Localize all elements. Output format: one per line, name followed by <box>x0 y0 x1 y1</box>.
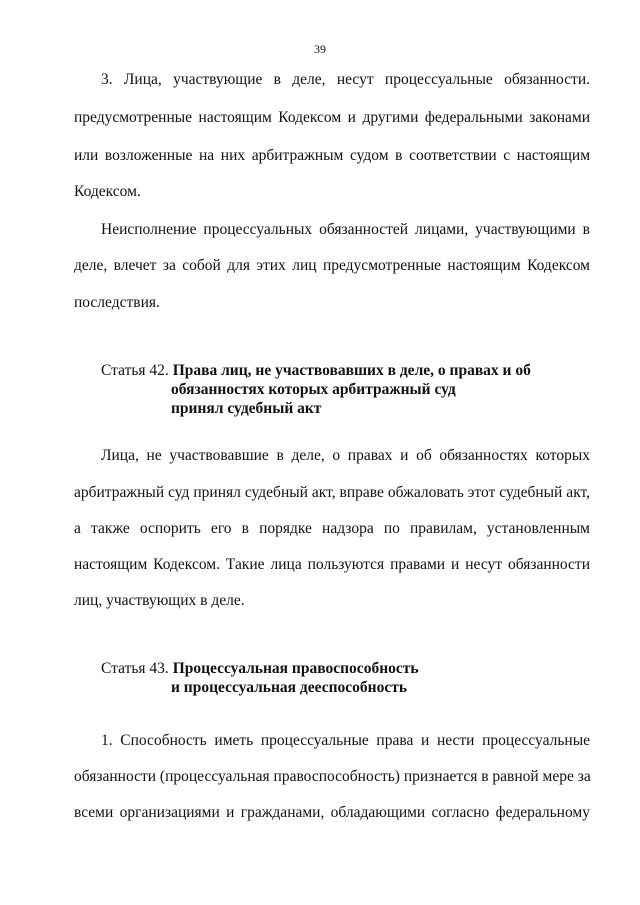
paragraph-line: 1. Способность иметь процессуальные права и нести процессуальные <box>101 732 590 749</box>
paragraph-line: Кодексом. <box>74 183 141 200</box>
page-number: 39 <box>314 42 326 56</box>
paragraph-line: настоящим Кодексом. Такие лица пользуются правами и несут обязанности <box>74 556 590 573</box>
article-43-heading <box>101 659 419 679</box>
paragraph-line: деле, влечет за собой для этих лиц предусмотренные настоящим Кодексом <box>74 257 590 274</box>
paragraph-line: а также оспорить его в порядке надзора по правилам, установленным <box>74 520 590 537</box>
article-42-title-line: обязанностях которых арбитражный суд <box>171 381 456 398</box>
paragraph-line: Лица, не участвовавшие в деле, о правах и об обязанностях которых <box>101 447 590 464</box>
article-43-label: Статья 43. <box>101 660 169 677</box>
article-43-title-line: и процессуальная дееспособность <box>171 679 408 696</box>
paragraph-line: 3. Лица, участвующие в деле, несут процессуальные обязанности. <box>101 71 590 88</box>
paragraph-line: или возложенные на них арбитражным судом в соответствии с настоящим <box>74 147 590 164</box>
paragraph-line: всеми организациями и гражданами, обладающими согласно федеральному <box>74 804 590 821</box>
article-42-label: Статья 42. <box>101 362 169 379</box>
paragraph-line: обязанности (процессуальная правоспособность) признается в равной мере за <box>74 768 591 785</box>
article-43-title-line: Процессуальная правоспособность <box>172 660 419 677</box>
paragraph-line: Неисполнение процессуальных обязанностей лицами, участвующими в <box>101 221 590 238</box>
paragraph-line: арбитражный суд принял судебный акт, вправе обжаловать этот судебный акт, <box>74 484 590 501</box>
paragraph-line: последствия. <box>74 294 160 311</box>
article-42-heading <box>101 361 531 381</box>
paragraph-line: предусмотренные настоящим Кодексом и другими федеральными законами <box>74 109 590 126</box>
article-42-title-line: принял судебный акт <box>171 400 322 417</box>
article-42-title-line: Права лиц, не участвовавших в деле, о правах и об <box>172 362 531 379</box>
paragraph-line: лиц, участвующих в деле. <box>74 592 245 609</box>
